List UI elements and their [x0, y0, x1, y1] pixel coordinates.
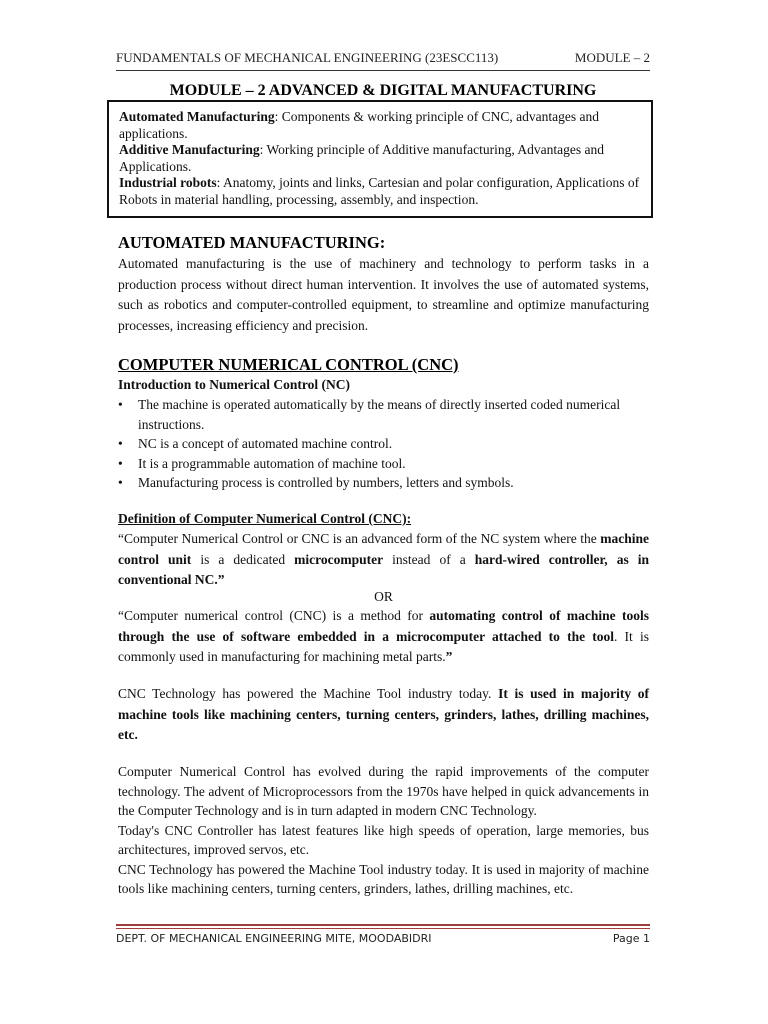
syllabus-term: Additive Manufacturing: [119, 142, 260, 158]
list-item: [118, 395, 649, 434]
cnc-powered-paragraph: [118, 684, 649, 746]
evolution-line: Today's CNC Controller has latest features like high speeds of operation, large memories, bus architectures, improved servos, etc.: [118, 822, 649, 857]
cnc-definition-heading: Definition of Computer Numerical Control (CNC):: [118, 511, 412, 526]
syllabus-text: : Working principle of Additive manufacturing, Advantages and Applications.: [119, 142, 604, 174]
cnc-definition-2: [118, 606, 649, 668]
bullet-text: NC is a concept of automated machine control.: [138, 436, 393, 451]
bullet-text: Manufacturing process is controlled by numbers, letters and symbols.: [138, 475, 514, 490]
cnc-evolution-paragraph: [118, 762, 649, 899]
def1-bold: hard-wired controller, as in conventional NC.”: [118, 551, 649, 587]
list-item: [118, 434, 649, 454]
section-title-automated: AUTOMATED MANUFACTURING:: [118, 233, 386, 252]
powered-bold: It is used in majority of machine tools like machining centers, turning centers, grinders, lathes, drilling machines, etc.: [118, 686, 650, 742]
header-module-label: MODULE – 2: [574, 50, 650, 65]
def2-bold: automating control of machine tools through the use of software embedded in a microcomputer attached to the tool: [118, 608, 649, 644]
syllabus-item: [119, 142, 642, 175]
def1-text: instead of a: [383, 551, 475, 567]
footer-divider-thin: [116, 928, 650, 929]
def1-text: “Computer Numerical Control or CNC is an advanced form of the NC system where the: [118, 531, 601, 546]
syllabus-text: : Components & working principle of CNC, advantages and applications.: [119, 109, 599, 141]
def1-bold: microcomputer: [294, 551, 384, 567]
bullet-text: The machine is operated automatically by the means of directly inserted coded numerical instructions.: [138, 397, 621, 432]
syllabus-item: [119, 175, 642, 208]
module-title: MODULE – 2 ADVANCED & DIGITAL MANUFACTURING: [169, 82, 597, 99]
section-title-cnc: COMPUTER NUMERICAL CONTROL (CNC): [118, 355, 459, 374]
footer-page-number: Page 1: [612, 932, 650, 945]
page-header: [116, 50, 650, 66]
cnc-definition-1: [118, 529, 649, 591]
footer-divider: [116, 924, 650, 926]
def2-text: . It is commonly used in manufacturing for machining metal parts.: [118, 628, 649, 664]
powered-text: CNC Technology has powered the Machine Tool industry today.: [118, 686, 499, 701]
def2-bold: ”: [445, 649, 453, 664]
page-footer: [116, 932, 650, 948]
bullet-text: It is a programmable automation of machine tool.: [138, 455, 406, 471]
def1-text: is a dedicated: [191, 551, 295, 567]
evolution-line: Computer Numerical Control has evolved during the rapid improvements of the computer technology. The advent of Microprocessors from the 1970s have helped in quick advancements in the Computer Technology and is in turn adapted in modern CNC Technology.: [118, 764, 649, 818]
automated-paragraph: Automated manufacturing is the use of machinery and technology to perform tasks in a production process without direct human intervention. It involves the use of automated systems, such as robotics and computer-controlled equipment, to streamline and optimize manufacturing processes, increasing efficiency and precision.: [118, 256, 649, 333]
list-item: [118, 454, 649, 474]
syllabus-term: Industrial robots: [119, 175, 217, 191]
evolution-line: CNC Technology has powered the Machine Tool industry today. It is used in majority of machine tools like machining centers, turning centers, grinders, lathes, drilling machines, etc.: [118, 861, 649, 896]
syllabus-text: : Anatomy, joints and links, Cartesian and polar configuration, Applications of Robots in material handling, processing, assembly, and inspection.: [119, 175, 640, 207]
or-separator: OR: [374, 589, 393, 604]
nc-bullet-list: [118, 395, 649, 493]
syllabus-box: [107, 100, 653, 218]
header-course-title: FUNDAMENTALS OF MECHANICAL ENGINEERING (23ESCC113): [116, 50, 499, 65]
syllabus-item: [119, 109, 642, 142]
def1-bold: machine control unit: [118, 531, 649, 567]
footer-department: DEPT. OF MECHANICAL ENGINEERING MITE, MOODABIDRI: [116, 932, 432, 945]
bullet-icon: •: [118, 436, 123, 451]
list-item: [118, 473, 649, 493]
bullet-icon: •: [118, 455, 123, 471]
bullet-icon: •: [118, 397, 123, 412]
def2-text: “Computer numerical control (CNC) is a method for: [118, 608, 430, 623]
bullet-icon: •: [118, 475, 123, 490]
nc-intro-heading: Introduction to Numerical Control (NC): [118, 377, 350, 392]
header-divider: [116, 70, 650, 71]
syllabus-term: Automated Manufacturing: [119, 109, 275, 124]
